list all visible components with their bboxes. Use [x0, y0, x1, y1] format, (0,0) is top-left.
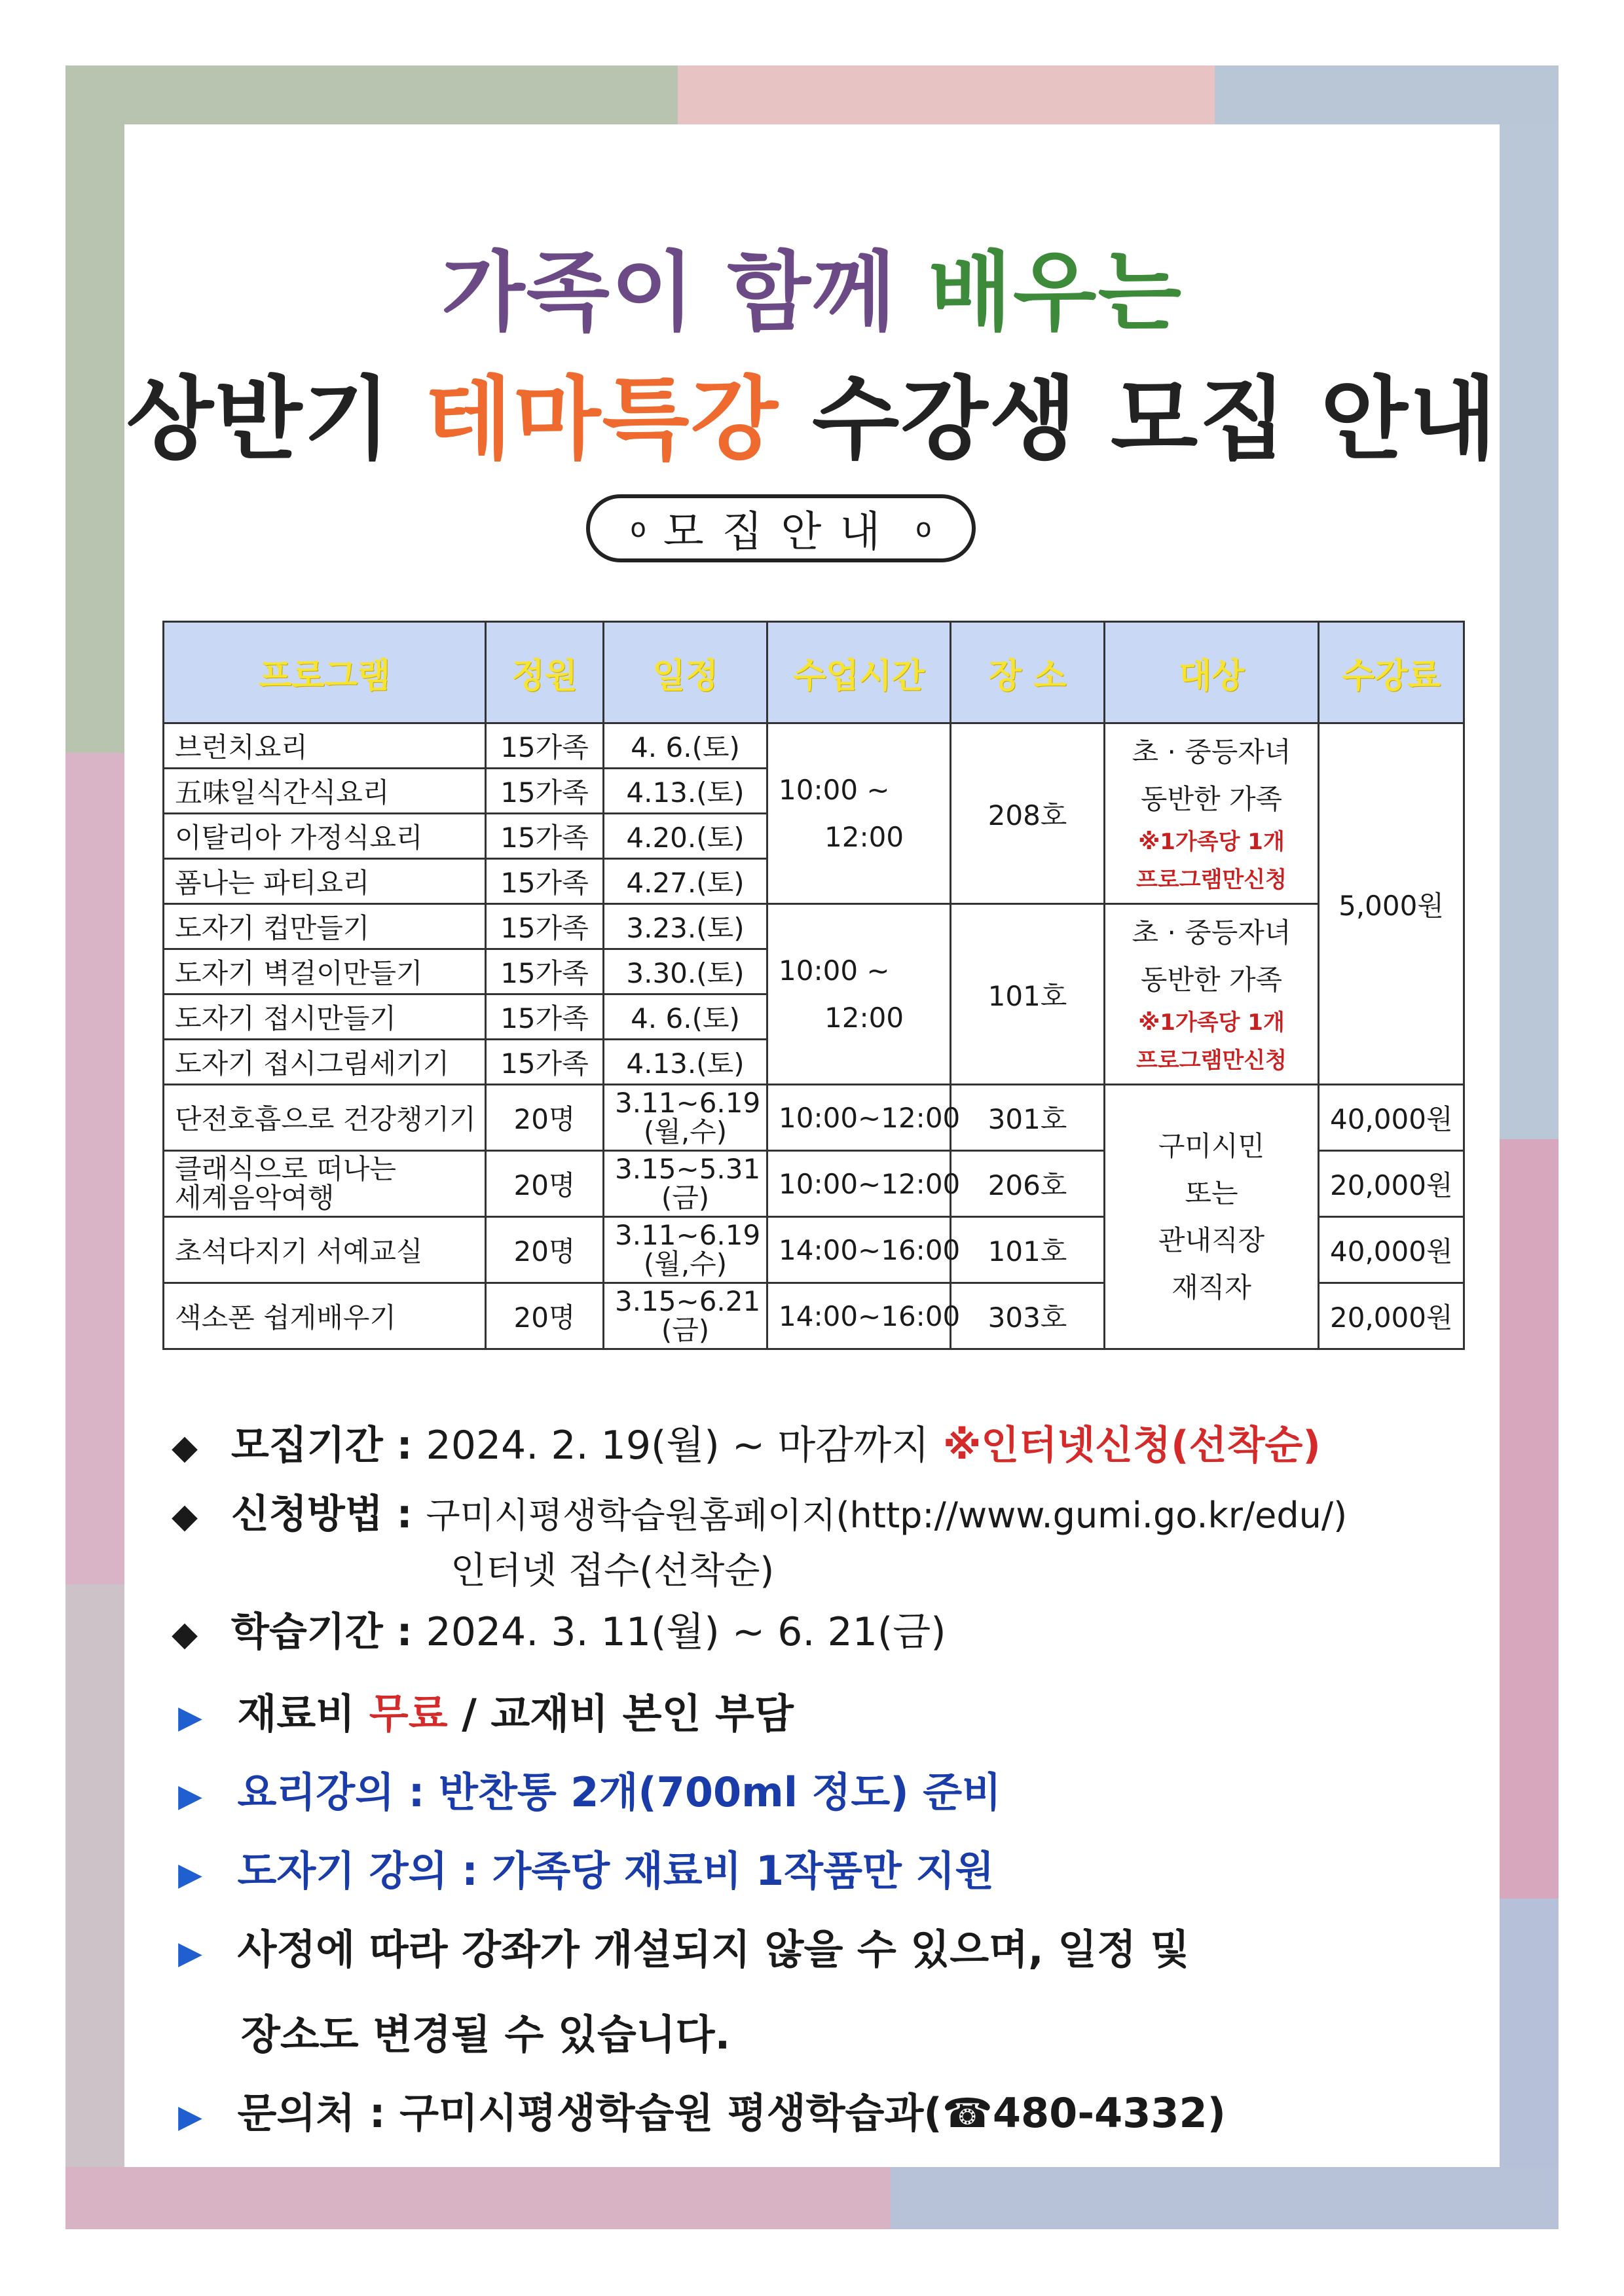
triangle-icon: ▶ [178, 1699, 202, 1736]
cell-date [604, 1283, 767, 1349]
cell-time: 10:00~12:00 [767, 1151, 951, 1217]
study-value: 2024. 3. 11(월) ~ 6. 21(금) [426, 1609, 946, 1655]
cell-capacity: 20명 [486, 1085, 604, 1151]
material-free: 무료 [369, 1690, 448, 1738]
cell-target-group3 [1105, 1085, 1319, 1349]
date-range: 3.15~6.21 [615, 1285, 761, 1317]
cell-program: 도자기 컵만들기 [164, 904, 486, 949]
recruit-label: 모집기간 : [231, 1423, 413, 1468]
date-range: 3.15~5.31 [615, 1153, 761, 1185]
cell-date: 4.27.(토) [604, 859, 767, 904]
pottery-text: 도자기 강의 : 가족당 재료비 1작품만 지원 [237, 1847, 995, 1895]
recruit-note: ※인터넷신청(선착순) [942, 1423, 1321, 1468]
time-end: 12:00 [824, 820, 904, 853]
cell-program: 초석다지기 서예교실 [164, 1217, 486, 1283]
target-line-2: 또는 [1185, 1176, 1238, 1209]
material-label: 재료비 [237, 1690, 356, 1738]
title-line-1 [0, 223, 1624, 347]
triangle-icon: ▶ [178, 1856, 202, 1893]
target-line-3: 관내직장 [1158, 1224, 1265, 1256]
header-time: 수업시간 [767, 622, 951, 723]
title-part-family: 가족이 함께 [441, 242, 897, 343]
cell-target-group2 [1105, 904, 1319, 1085]
border-left-2 [65, 753, 124, 1584]
cell-fee: 40,000원 [1319, 1217, 1464, 1283]
note-cooking [178, 1760, 1001, 1818]
diamond-icon: ◆ [172, 1614, 198, 1654]
badge-label: 모집안내 [663, 508, 899, 556]
date-days: (월,수) [643, 1248, 728, 1280]
cell-capacity: 20명 [486, 1151, 604, 1217]
date-range: 3.11~6.19 [615, 1219, 761, 1251]
cell-place: 206호 [951, 1151, 1105, 1217]
border-bottom-right [891, 2167, 1559, 2229]
note-change-2: 장소도 변경될 수 있습니다. [241, 2011, 731, 2058]
apply-label: 신청방법 : [231, 1491, 413, 1537]
cell-date: 4.13.(토) [604, 1040, 767, 1085]
title-part-theme: 테마특강 [424, 367, 779, 472]
cell-place: 101호 [951, 1217, 1105, 1283]
cell-program: 도자기 접시그림세기기 [164, 1040, 486, 1085]
cell-date: 3.23.(토) [604, 904, 767, 949]
cell-capacity: 20명 [486, 1283, 604, 1349]
cell-time: 14:00~16:00 [767, 1217, 951, 1283]
target-line-4: 재직자 [1172, 1271, 1251, 1303]
title-part-recruit: 수강생 모집 안내 [812, 367, 1498, 472]
cell-capacity: 15가족 [486, 904, 604, 949]
contact-text: 문의처 : 구미시평생학습원 평생학습과(☎480-4332) [237, 2089, 1226, 2137]
header-fee: 수강료 [1319, 622, 1464, 723]
cell-date: 4. 6.(토) [604, 723, 767, 769]
target-note-2: 프로그램만신청 [1136, 866, 1287, 893]
border-top-mid [678, 65, 1215, 124]
cell-capacity: 15가족 [486, 769, 604, 814]
date-days: (금) [661, 1182, 710, 1214]
note-material [178, 1681, 794, 1740]
study-label: 학습기간 : [231, 1609, 413, 1655]
border-right-3 [1500, 1899, 1559, 2167]
cell-program: 이탈리아 가정식요리 [164, 814, 486, 859]
cell-time-group1 [767, 723, 951, 904]
triangle-icon: ▶ [178, 1935, 202, 1971]
table-row [164, 723, 1464, 769]
cooking-text: 요리강의 : 반찬통 2개(700ml 정도) 준비 [237, 1768, 1002, 1816]
cell-date: 3.30.(토) [604, 949, 767, 994]
cell-capacity: 15가족 [486, 1040, 604, 1085]
header-date: 일정 [604, 622, 767, 723]
triangle-icon: ▶ [178, 1777, 202, 1814]
cell-program: 五味일식간식요리 [164, 769, 486, 814]
cell-fee: 40,000원 [1319, 1085, 1464, 1151]
cell-date: 4.20.(토) [604, 814, 767, 859]
time-start: 10:00 ~ [779, 773, 890, 806]
date-days: (금) [661, 1314, 710, 1346]
info-study [172, 1601, 946, 1657]
border-top-left [65, 65, 678, 124]
program-line-2: 세계음악여행 [175, 1182, 335, 1214]
material-rest: / 교재비 본인 부담 [462, 1690, 794, 1738]
title-line-2 [0, 347, 1624, 477]
cell-place-group1: 208호 [951, 723, 1105, 904]
apply-value: 구미시평생학습원홈페이지(http://www.gumi.go.kr/edu/) [426, 1495, 1348, 1536]
recruit-value: 2024. 2. 19(월) ~ 마감까지 [426, 1423, 930, 1468]
change-text: 사정에 따라 강좌가 개설되지 않을 수 있으며, 일정 및 [237, 1925, 1190, 1973]
cell-date [604, 1085, 767, 1151]
cell-capacity: 15가족 [486, 994, 604, 1040]
cell-time: 14:00~16:00 [767, 1283, 951, 1349]
cell-capacity: 15가족 [486, 949, 604, 994]
cell-program: 단전호흡으로 건강챙기기 [164, 1085, 486, 1151]
border-right-2 [1500, 1139, 1559, 1899]
cell-target-group1 [1105, 723, 1319, 904]
table-header-row [164, 622, 1464, 723]
border-bottom-left [65, 2167, 891, 2229]
cell-place-group2: 101호 [951, 904, 1105, 1085]
info-recruit [172, 1414, 1321, 1470]
target-note-2: 프로그램만신청 [1136, 1047, 1287, 1074]
target-line-1: 초 · 중등자녀 [1132, 735, 1291, 768]
title-part-learn: 배우는 [928, 242, 1183, 343]
cell-date: 4.13.(토) [604, 769, 767, 814]
header-place: 장 소 [951, 622, 1105, 723]
badge-dot-left: o [630, 513, 646, 543]
badge-dot-right: o [915, 513, 932, 543]
target-line-2: 동반한 가족 [1140, 963, 1283, 996]
info-apply-2: 인터넷 접수(선착순) [451, 1550, 775, 1592]
border-top-right [1215, 65, 1559, 124]
target-line-1: 구미시민 [1158, 1129, 1265, 1162]
border-left-3 [65, 1584, 124, 2167]
target-line-1: 초 · 중등자녀 [1132, 916, 1291, 949]
diamond-icon: ◆ [172, 1497, 198, 1536]
cell-program: 색소폰 쉽게배우기 [164, 1283, 486, 1349]
recruit-badge [586, 494, 976, 562]
cell-capacity: 15가족 [486, 814, 604, 859]
cell-fee: 20,000원 [1319, 1283, 1464, 1349]
cell-program: 도자기 벽걸이만들기 [164, 949, 486, 994]
cell-date [604, 1151, 767, 1217]
header-target: 대상 [1105, 622, 1319, 723]
cell-program: 폼나는 파티요리 [164, 859, 486, 904]
cell-program: 도자기 접시만들기 [164, 994, 486, 1040]
program-line-1: 클래식으로 떠나는 [175, 1153, 396, 1185]
date-range: 3.11~6.19 [615, 1087, 761, 1119]
time-start: 10:00 ~ [779, 954, 890, 987]
target-note-1: ※1가족당 1개 [1138, 1009, 1285, 1036]
note-pottery [178, 1838, 994, 1897]
diamond-icon: ◆ [172, 1428, 198, 1467]
note-change [178, 1917, 1189, 1975]
cell-date: 4. 6.(토) [604, 994, 767, 1040]
program-table [162, 621, 1465, 1350]
target-note-1: ※1가족당 1개 [1138, 828, 1285, 855]
cell-fee: 20,000원 [1319, 1151, 1464, 1217]
cell-place: 303호 [951, 1283, 1105, 1349]
cell-fee-family: 5,000원 [1319, 723, 1464, 1085]
cell-time: 10:00~12:00 [767, 1085, 951, 1151]
date-days: (월,수) [643, 1116, 728, 1148]
cell-capacity: 15가족 [486, 723, 604, 769]
table-row [164, 904, 1464, 949]
target-line-2: 동반한 가족 [1140, 782, 1283, 815]
note-contact [178, 2081, 1226, 2139]
cell-place: 301호 [951, 1085, 1105, 1151]
cell-date [604, 1217, 767, 1283]
triangle-icon: ▶ [178, 2098, 202, 2135]
cell-capacity: 15가족 [486, 859, 604, 904]
cell-program: 브런치요리 [164, 723, 486, 769]
header-capacity: 정원 [486, 622, 604, 723]
time-end: 12:00 [824, 1001, 904, 1034]
title-part-half: 상반기 [126, 367, 392, 472]
header-program: 프로그램 [164, 622, 486, 723]
cell-program [164, 1151, 486, 1217]
cell-capacity: 20명 [486, 1217, 604, 1283]
info-apply [172, 1483, 1347, 1539]
cell-time-group2 [767, 904, 951, 1085]
table-row [164, 1085, 1464, 1151]
